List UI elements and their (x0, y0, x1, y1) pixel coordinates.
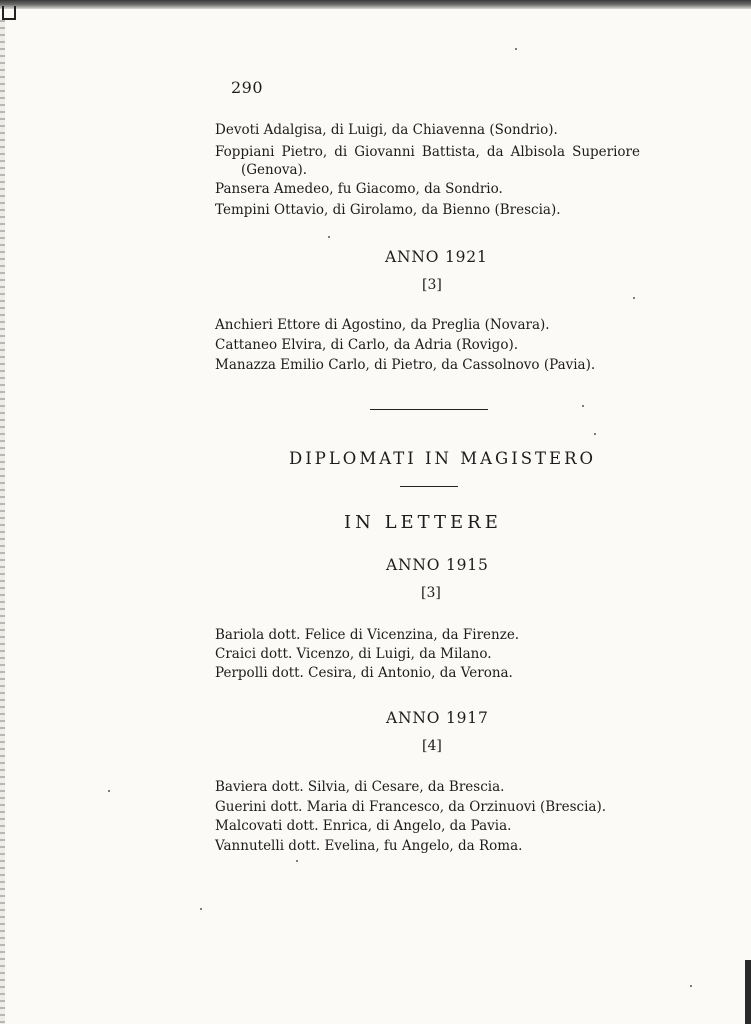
list-item: Craici dott. Vicenzo, di Luigi, da Milano. (215, 646, 492, 662)
list-item: Cattaneo Elvira, di Carlo, da Adria (Rovigo). (215, 337, 519, 353)
list-item (215, 143, 640, 161)
scan-left-edge (0, 20, 5, 1024)
section-title: DIPLOMATI IN MAGISTERO (289, 449, 597, 468)
section-divider (370, 409, 488, 410)
list-item-continuation: (Genova). (241, 162, 308, 178)
list-item: Guerini dott. Maria di Francesco, da Orzinuovi (Brescia). (215, 799, 607, 815)
scan-speck (582, 405, 584, 407)
scan-speck (108, 790, 110, 792)
page-number: 290 (231, 78, 264, 97)
list-item: Manazza Emilio Carlo, di Pietro, da Cassolnovo (Pavia). (215, 357, 596, 373)
list-item: Baviera dott. Silvia, di Cesare, da Brescia. (215, 779, 505, 795)
scan-top-edge (0, 0, 751, 9)
title-underline (400, 486, 458, 487)
list-item: Anchieri Ettore di Agostino, da Preglia (Novara). (215, 317, 550, 333)
scan-speck (200, 908, 202, 910)
section-subtitle: IN LETTERE (344, 512, 502, 533)
year-heading: ANNO 1921 (385, 248, 488, 266)
list-item: Perpolli dott. Cesira, di Antonio, da Verona. (215, 665, 513, 681)
scan-speck (328, 236, 330, 238)
list-item: Devoti Adalgisa, di Luigi, da Chiavenna (Sondrio). (215, 122, 558, 138)
year-heading: ANNO 1917 (386, 709, 489, 727)
year-heading: ANNO 1915 (386, 556, 489, 574)
scan-speck (515, 48, 517, 50)
scan-right-edge (745, 960, 751, 1024)
scan-speck (690, 985, 692, 987)
scan-speck (594, 433, 596, 435)
scan-speck (633, 297, 635, 299)
scan-speck (296, 860, 298, 862)
entry-count: [4] (422, 738, 442, 754)
list-item-text: Foppiani Pietro, di Giovanni Battista, da Albisola Superiore (215, 144, 640, 160)
list-item: Vannutelli dott. Evelina, fu Angelo, da Roma. (215, 838, 523, 854)
list-item: Malcovati dott. Enrica, di Angelo, da Pavia. (215, 818, 512, 834)
list-item: Tempini Ottavio, di Girolamo, da Bienno (Brescia). (215, 202, 561, 218)
list-item: Pansera Amedeo, fu Giacomo, da Sondrio. (215, 181, 503, 197)
scan-corner-mark (2, 6, 16, 20)
entry-count: [3] (421, 585, 441, 601)
list-item: Bariola dott. Felice di Vicenzina, da Firenze. (215, 627, 520, 643)
entry-count: [3] (422, 277, 442, 293)
